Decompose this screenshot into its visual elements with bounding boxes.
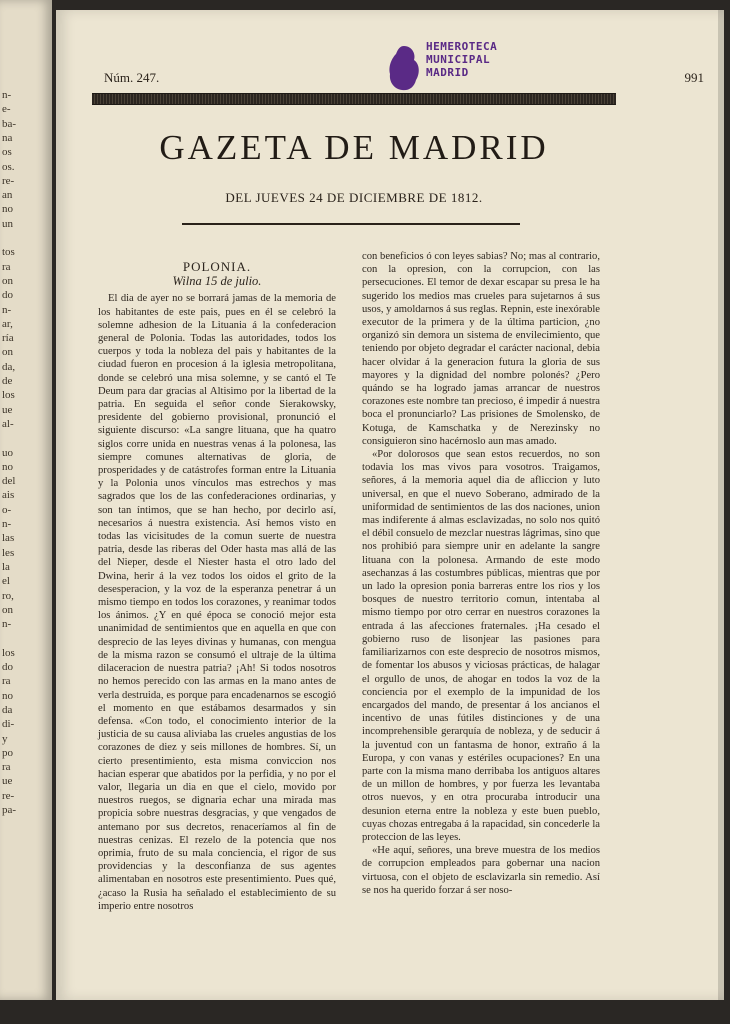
facing-page-fragment: ar, — [2, 317, 13, 330]
facing-page-fragment: n- — [2, 618, 12, 631]
facing-page-fragment: e- — [2, 103, 11, 116]
article-text-right-1: con beneficios ó con leyes sabias? No; mas al contrario, con la opresion, con la corrupcion, con las persecuciones. El temor de dexar escapar su presa le ha sugerido los medios mas crueles para sujetarnos á sus usos, y amoldarnos á sus reglas. Repnin, este inexórable executor de la primera y de la última particion, ¿no organizó sin demora un sistema de envilecimiento, que teniendo por objeto degradar el carácter nacional, debia hacer olvidar á la generacion futura la gloria de sus mayores y la dignidad del nombre polonés? ¿Pero quándo se ha logrado jamas arrancar de nuestros corazones este nombre tan precioso, é impedir á nuestra boca el pronunciarlo? Las prisiones de Smolensko, de Kotuga, de Kamschatka y de Nerezinsky no consiguieron sino hacérnoslo aun mas amado. — [362, 251, 601, 447]
facing-page-fragment: on — [2, 346, 13, 359]
facing-page-fragment: uo — [2, 446, 13, 459]
facing-page-fragment: ue — [2, 403, 13, 416]
facing-page-fragment: los — [2, 389, 15, 402]
facing-page-fragment: los — [2, 646, 15, 659]
facing-page-fragment: ba- — [2, 117, 17, 130]
newspaper-page — [56, 10, 724, 1000]
facing-page-fragment: o- — [2, 503, 12, 516]
stamp-line-3: MADRID — [426, 66, 469, 79]
facing-page-fragment: do — [2, 661, 13, 673]
facing-page-fragment: las — [2, 532, 15, 545]
facing-page-fragment: ra — [2, 675, 11, 688]
stamp-seal-icon — [386, 44, 422, 92]
facing-page-fragment: del — [2, 475, 16, 488]
facing-page-fragment: on — [2, 274, 13, 287]
facing-page-fragment: ue — [2, 775, 13, 788]
facing-page-fragment: os — [2, 146, 12, 159]
stamp-line-1: HEMEROTECA — [426, 40, 498, 53]
facing-page-fragment: de — [2, 375, 13, 387]
dateline: DEL JUEVES 24 DE DICIEMBRE DE 1812. — [225, 190, 483, 205]
facing-page-fragment: ais — [2, 489, 15, 502]
location-dateline: Wilna 15 de julio. — [172, 274, 262, 289]
facing-page-edge — [0, 0, 52, 1000]
facing-page-fragment: na — [2, 131, 13, 144]
facing-page-fragment: tos — [2, 246, 15, 259]
facing-page-fragment: re- — [2, 174, 15, 187]
facing-page-fragment: no — [2, 460, 13, 473]
divider-rule — [182, 223, 520, 225]
facing-page-fragment: da, — [2, 360, 16, 373]
facing-page-fragment: ro, — [2, 589, 14, 602]
facing-page-fragment: os. — [2, 160, 15, 173]
issue-number: Núm. 247. — [104, 70, 160, 85]
library-stamp — [386, 40, 556, 96]
facing-page-fragment: n- — [2, 89, 12, 101]
facing-page-fragment: ra — [2, 761, 11, 774]
facing-page-fragment: la — [2, 560, 10, 573]
facing-page-fragment: da — [2, 703, 13, 716]
section-heading: POLONIA. — [182, 259, 252, 274]
article-text-right-2: «Por dolorosos que sean estos recuerdos, no son todavia los mas vivos para vosotros. Traigamos, señores, á la memoria aquel dia de afliccion y luto universal, en que el nuevo Soberano, admirado de la uniformidad de sentimientos de las dos naciones, union mas indiferente á almas esclavizadas, no solo nos quitó el débil consuelo de mezclar nuestras lágrimas, sino que nos prohibió para siempre unir en adelante la sangre lituana con la polonesa. Armando de este modo asechanzas á las costumbres públicas, mientras que por un lado la opresion ponia barreras entre los rios y los bosques de nuestro territorio comun, intentaba al mismo tiempo por otro cerrar en nuestros corazones la entrada á las afecciones fraternales. ¡Ha cesado el gobierno ruso de lisonjear las pasiones para familiarizarnos con este desprecio de nosotros mismos, de fomentar los abusos y viciosas prácticas, de halagar el orgullo de unos, de ahogar en todos la voz de la conciencia por el exemplo de la impunidad de los encargados del mando, de presentar á los ancianos el incentivo de unas fútiles distinciones y de una incomprehensible gerarquía de nobleza, y de seducir á la juventud con un fantasma de honor, extraño á la Europa, y con vanas y estériles ocupaciones? En una parte con la misma mano derribaba los antiguos altares de un millon de hombres, y por fuerza les levantaba otros nuevos, y en otra procuraba introducir una desunion eterna entre la nobleza y este buen pueblo, cuyas chozas entregaba á la rapacidad, sin concederle la proteccion de las leyes. — [362, 449, 600, 843]
facing-page-fragment: al- — [2, 417, 14, 430]
facing-page-fragment: po — [2, 746, 13, 759]
facing-page-fragment: no — [2, 203, 13, 216]
facing-page-fragment: n- — [2, 518, 12, 530]
facing-page-fragment: no — [2, 689, 13, 702]
facing-page-fragment: pa- — [2, 804, 17, 816]
facing-page-fragment: y — [2, 732, 8, 745]
facing-page-fragment: n- — [2, 303, 12, 316]
ornamental-rule — [92, 93, 616, 105]
facing-page-fragment: re- — [2, 789, 15, 802]
page-number: 991 — [684, 70, 704, 85]
facing-page-fragment: di- — [2, 718, 15, 731]
article-text-left: El dia de ayer no se borrará jamas de la memoria de los habitantes de este pais, pues en él se celebró la solemne adhesion de la Lituania á la confederacion general de Polonia. Todas las autoridades, todos los cuerpos y toda la nobleza del pais y habitantes de la ciudad fueron en procesion á la iglesia metropolitana, donde se celebró una misa solemne, y se cantó el Te Deum para dar gracias al Altisimo por la libertad de la patria. En seguida el señor conde Sierakowsky, presidente del gobierno provisional, pronunció el siguiente discurso: «La sangre lituana, que ha quatro siglos corre unida en nuestras venas á la polonesa, las siempre comunes alternativas de gloria, de prosperidades y de catástrofes forman entre la Lituania y la Polonia unos vínculos mas estrechos y mas sagrados que los de las confederaciones ordinarias, y son tan íntimos, que se han hecho, por decirlo así, necesarios á nuestra existencia. Así hemos visto en todas las vicisitudes de la comun suerte de nuestra patria, desde las riberas del Oder hasta mas allá de las del Nieper, desde el Niester hasta el otro lado del Dwina, herir á la vez todos los oidos el grito de la desesperacion, y la voz de la esperanza penetrar á un mismo tiempo en todos los corazones, y reanimar todos los ánimos. ¿Y en qué época se conoció mejor esta unanimidad de sentimientos que en aquella en que con desprecio de las leyes divinas y humanas, con mengua de la misma razon se consumó el ultraje de la última dilaceracion de nuestra patria? ¡Ah! Si todos nosotros no hemos perecido con las armas en la mano antes de verla destruida, es porque para encadenarnos se escogió el momento en que estábamos desarmados y sin defensa. «Con todo, el conocimiento interior de la justicia de su causa aliviaba las crueles angustias de los corazones de diez y seis millones de hombres. Sí, un cierto presentimiento, esta misma conviccion nos hacian esperar que abatidos por la perfidia, y no por el valor, llegaria un dia en que el cielo, movido por nuestros ruegos, se dignaria echar una mirada mas propicia sobre nuestras desgracias, y que vengados de antemano por sus decretos, renaceríamos al fin de nuestras cenizas. El rezelo de la potencia que nos oprimia, fruto de su mala conciencia, el rigor de sus providencias y la desconfianza de sus agentes alimentaban en nosotros este presentimiento. Pues qué, ¿acaso la Rusia ha señalado el establecimiento de su imperio entre nosotros — [98, 293, 336, 912]
facing-page-fragment: el — [2, 575, 10, 588]
facing-page-fragment: les — [2, 546, 15, 559]
left-column — [98, 260, 336, 913]
masthead-title: GAZETA DE MADRID — [159, 128, 549, 167]
facing-page-fragment: un — [2, 217, 13, 230]
stamp-line-2: MUNICIPAL — [426, 53, 491, 66]
article-text-right-3: «He aquí, señores, una breve muestra de los medios de corrupcion empleados para gobernar una nacion virtuosa, con el objeto de esclavizarla sin remedio. Así se nos ha querido forzar á ser noso- — [362, 845, 600, 896]
facing-page-fragment: do — [2, 289, 13, 302]
right-column — [362, 250, 600, 897]
facing-page-fragment: ría — [2, 332, 14, 345]
page-edge-shadow — [718, 10, 724, 1000]
facing-page-fragment: an — [2, 189, 13, 202]
facing-page-fragment: on — [2, 603, 13, 616]
facing-page-fragment: ra — [2, 260, 11, 273]
